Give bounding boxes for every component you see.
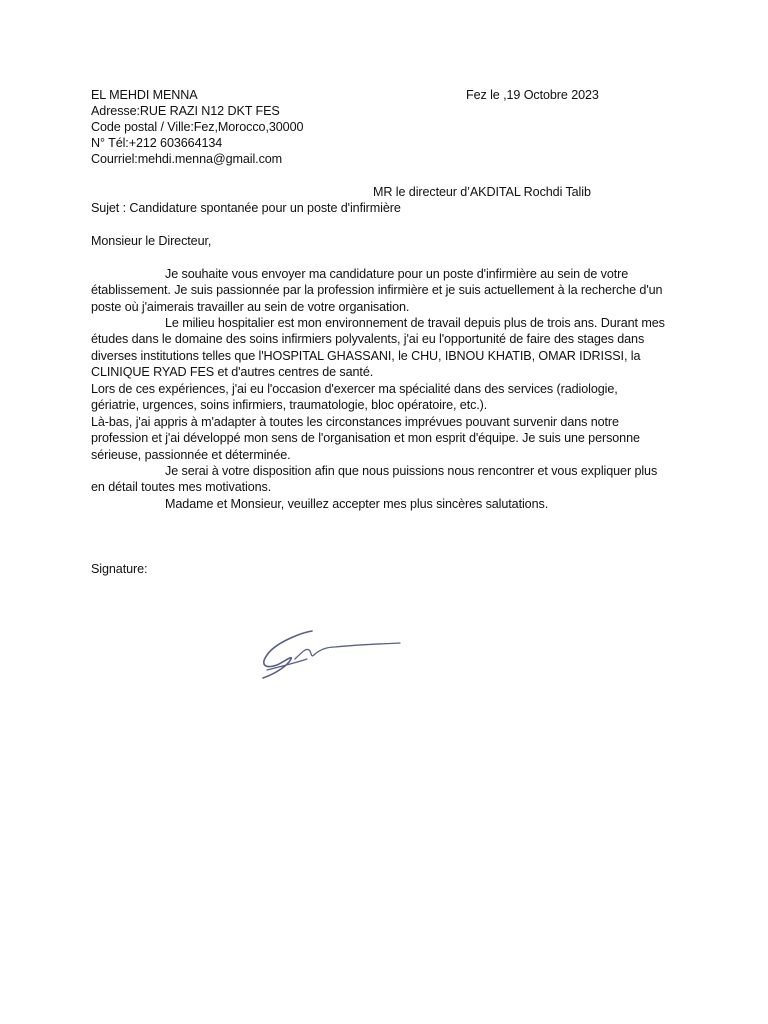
- handwritten-signature: [255, 625, 405, 685]
- paragraph-4: Là-bas, j'ai appris à m'adapter à toutes les circonstances imprévues pouvant survenir dans notre profession et j'ai développé mon sens de l'organisation et mon esprit d'équipe. Je suis une personne sérieuse, passionnée et déterminée.: [91, 415, 640, 462]
- paragraph-2: Le milieu hospitalier est mon environnement de travail depuis plus de trois ans. Durant mes études dans le domaine des soins infirmiers polyvalents, j'ai eu l'opportunité de faire des stages dans diverses institutions telles que l'HOSPITAL GHASSANI, le CHU, IBNOU KHATIB, OMAR IDRISSI, la CLINIQUE RYAD FES et d'autres centres de santé.: [91, 316, 665, 380]
- recipient-line: MR le directeur d’AKDITAL Rochdi Talib: [373, 185, 591, 199]
- sender-postal: Code postal / Ville:Fez,Morocco,30000: [91, 120, 304, 134]
- paragraph-1: Je souhaite vous envoyer ma candidature pour un poste d'infirmière au sein de votre établissement. Je suis passionnée par la profession infirmière et je suis actuellement à la recherche d'un poste où j'aimerais travailler au sein de votre organisation.: [91, 267, 663, 314]
- sender-email: Courriel:mehdi.menna@gmail.com: [91, 152, 283, 166]
- sender-name: EL MEHDI MENNA: [91, 88, 198, 102]
- paragraph-5: Je serai à votre disposition afin que nous puissions nous rencontrer et vous expliquer plus en détail toutes mes motivations.: [91, 464, 658, 495]
- letter-date: Fez le ,19 Octobre 2023: [466, 88, 599, 102]
- subject-line: Sujet : Candidature spontanée pour un poste d'infirmière: [91, 201, 401, 215]
- paragraph-6: Madame et Monsieur, veuillez accepter mes plus sincères salutations.: [165, 497, 549, 511]
- salutation: Monsieur le Directeur,: [91, 234, 212, 248]
- sender-phone: N° Tél:+212 603664134: [91, 136, 223, 150]
- sender-address: Adresse:RUE RAZI N12 DKT FES: [91, 104, 280, 118]
- signature-label: Signature:: [91, 562, 148, 576]
- paragraph-3: Lors de ces expériences, j'ai eu l'occasion d'exercer ma spécialité dans des services (radiologie, gériatrie, urgences, soins infirmiers, traumatologie, bloc opératoire, etc.).: [91, 382, 618, 413]
